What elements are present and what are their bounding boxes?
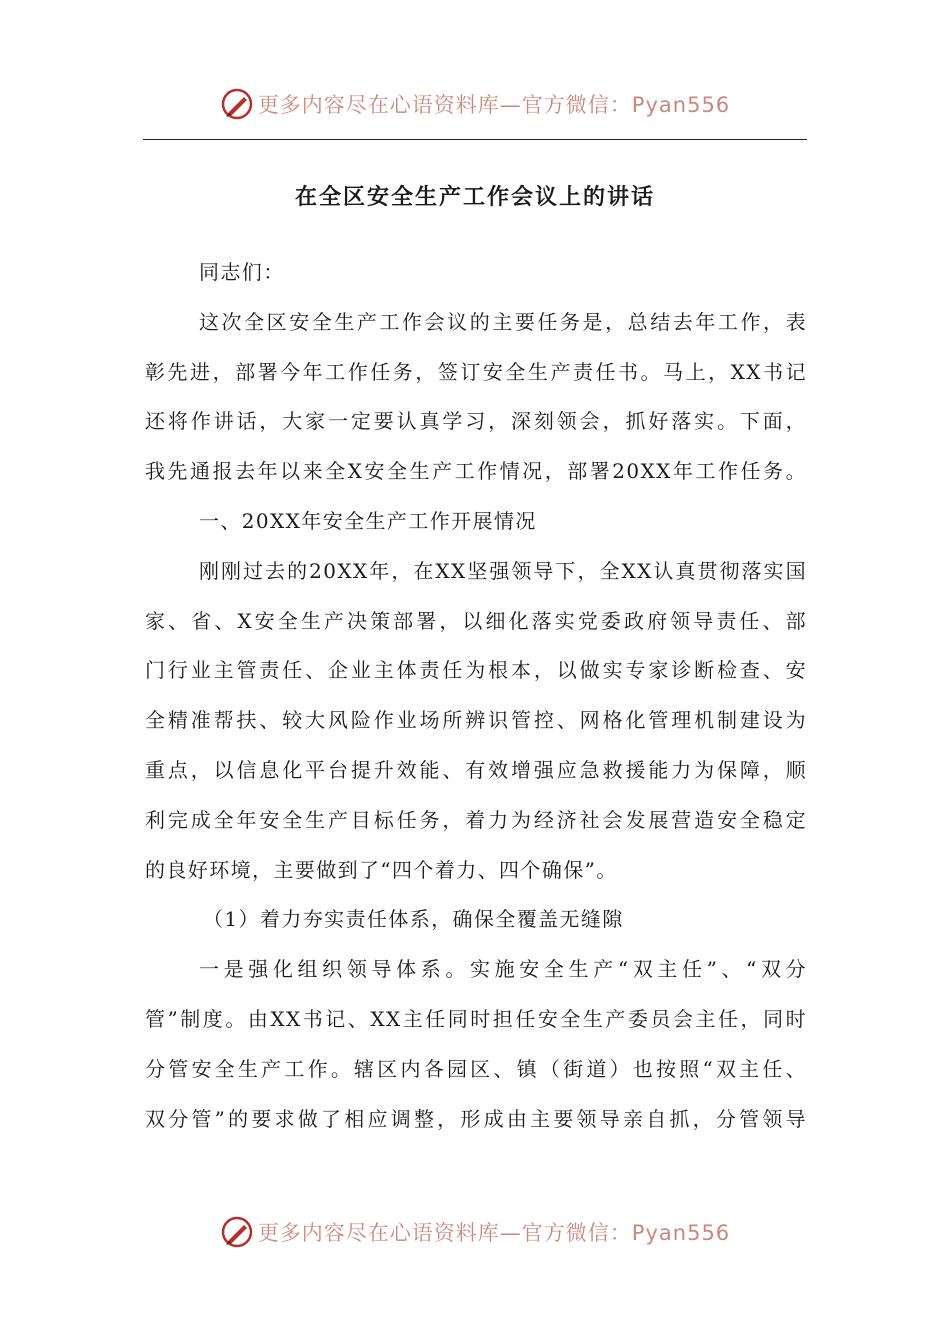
section-heading: 一、20XX年安全生产工作开展情况 <box>199 508 537 533</box>
salutation: 同志们： <box>199 260 285 284</box>
watermark-text: 更多内容尽在心语资料库—官方微信：Pyan556 <box>257 93 731 117</box>
paragraph-line: 双分管”的要求做了相应调整，形成由主要领导亲自抓，分管领导 <box>145 1106 807 1131</box>
document-body <box>145 248 807 1144</box>
paragraph-line: 我先通报去年以来全X安全生产工作情况，部署20XX年工作任务。 <box>145 459 807 484</box>
paragraph-line: 门行业主管责任、企业主体责任为根本，以做实专家诊断检查、安 <box>145 658 807 683</box>
paragraph-line: 管”制度。由XX书记、XX主任同时担任安全生产委员会主任，同时 <box>145 1006 807 1031</box>
paragraph-line: 一是强化组织领导体系。实施安全生产“双主任”、“双分 <box>199 957 807 982</box>
pen-logo-icon <box>220 87 254 121</box>
document-title: 在全区安全生产工作会议上的讲话 <box>294 185 655 210</box>
pen-logo-icon <box>220 1215 254 1249</box>
watermark-banner-bottom <box>0 1212 950 1252</box>
paragraph-line: 刚刚过去的20XX年，在XX坚强领导下，全XX认真贯彻落实国 <box>199 558 807 583</box>
watermark-banner-top <box>0 84 950 124</box>
subsection-heading: （1）着力夯实责任体系，确保全覆盖无缝隙 <box>203 907 624 932</box>
paragraph-line: 全精准帮扶、较大风险作业场所辨识管控、网格化管理机制建设为 <box>145 708 807 733</box>
watermark-text: 更多内容尽在心语资料库—官方微信：Pyan556 <box>257 1221 731 1245</box>
header-rule <box>143 139 807 140</box>
paragraph-line: 利完成全年安全生产目标任务，着力为经济社会发展营造安全稳定 <box>145 807 807 832</box>
paragraph-line: 分管安全生产工作。辖区内各园区、镇（街道）也按照“双主任、 <box>145 1056 807 1081</box>
paragraph-line: 这次全区安全生产工作会议的主要任务是，总结去年工作，表 <box>199 309 807 334</box>
paragraph-line: 的良好环境，主要做到了“四个着力、四个确保”。 <box>145 857 618 882</box>
paragraph-line: 家、省、X安全生产决策部署，以细化落实党委政府领导责任、部 <box>145 608 807 633</box>
paragraph-line: 彰先进，部署今年工作任务，签订安全生产责任书。马上，XX书记 <box>145 359 807 384</box>
paragraph-line: 还将作讲话，大家一定要认真学习，深刻领会，抓好落实。下面， <box>145 409 807 434</box>
paragraph-line: 重点，以信息化平台提升效能、有效增强应急救援能力为保障，顺 <box>145 757 807 782</box>
